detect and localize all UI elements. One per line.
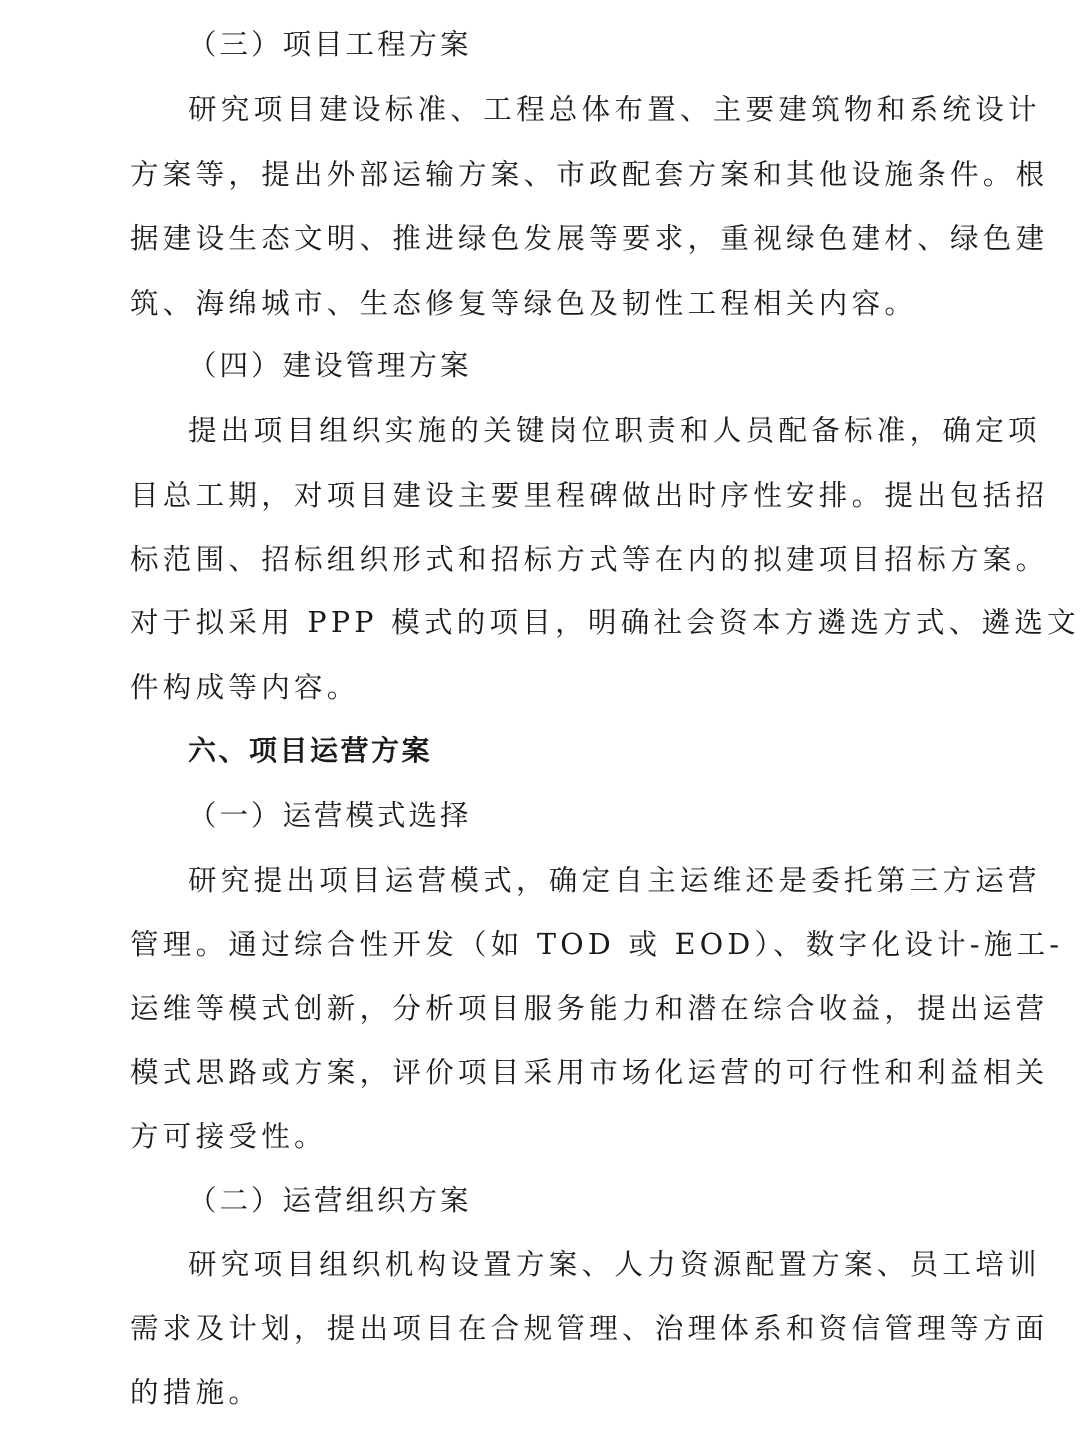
sub-heading-3: （三）项目工程方案: [188, 28, 472, 61]
paragraph-line: 件构成等内容。: [130, 671, 360, 704]
paragraph-line: 筑、海绵城市、生态修复等绿色及韧性工程相关内容。: [130, 287, 918, 320]
paragraph-line: 方可接受性。: [130, 1120, 327, 1153]
paragraph-line: 据建设生态文明、推进绿色发展等要求，重视绿色建材、绿色建: [130, 222, 1049, 255]
paragraph-line: 方案等，提出外部运输方案、市政配套方案和其他设施条件。根: [130, 158, 1049, 191]
paragraph-line: 研究项目组织机构设置方案、人力资源配置方案、员工培训: [188, 1248, 1041, 1281]
paragraph-line: 研究项目建设标准、工程总体布置、主要建筑物和系统设计: [188, 93, 1041, 126]
paragraph-line: 管理。通过综合性开发（如 TOD 或 EOD）、数字化设计-施工-: [130, 928, 1064, 961]
paragraph-line: 需求及计划，提出项目在合规管理、治理体系和资信管理等方面: [130, 1312, 1049, 1345]
paragraph-line: 研究提出项目运营模式，确定自主运维还是委托第三方运营: [188, 864, 1041, 897]
sub-heading-4: （四）建设管理方案: [188, 349, 472, 382]
sub-heading-6-2: （二）运营组织方案: [188, 1184, 472, 1217]
sub-heading-6-1: （一）运营模式选择: [188, 799, 472, 832]
paragraph-line: 提出项目组织实施的关键岗位职责和人员配备标准，确定项: [188, 414, 1041, 447]
paragraph-line: 标范围、招标组织形式和招标方式等在内的拟建项目招标方案。: [130, 543, 1049, 576]
paragraph-line: 运维等模式创新，分析项目服务能力和潜在综合收益，提出运营: [130, 992, 1049, 1025]
paragraph-line: 对于拟采用 PPP 模式的项目，明确社会资本方遴选方式、遴选文: [130, 606, 1080, 639]
paragraph-line: 的措施。: [130, 1376, 262, 1409]
paragraph-line: 目总工期，对项目建设主要里程碑做出时序性安排。提出包括招: [130, 479, 1049, 512]
paragraph-line: 模式思路或方案，评价项目采用市场化运营的可行性和利益相关: [130, 1056, 1049, 1089]
section-heading-6: 六、项目运营方案: [188, 734, 433, 767]
